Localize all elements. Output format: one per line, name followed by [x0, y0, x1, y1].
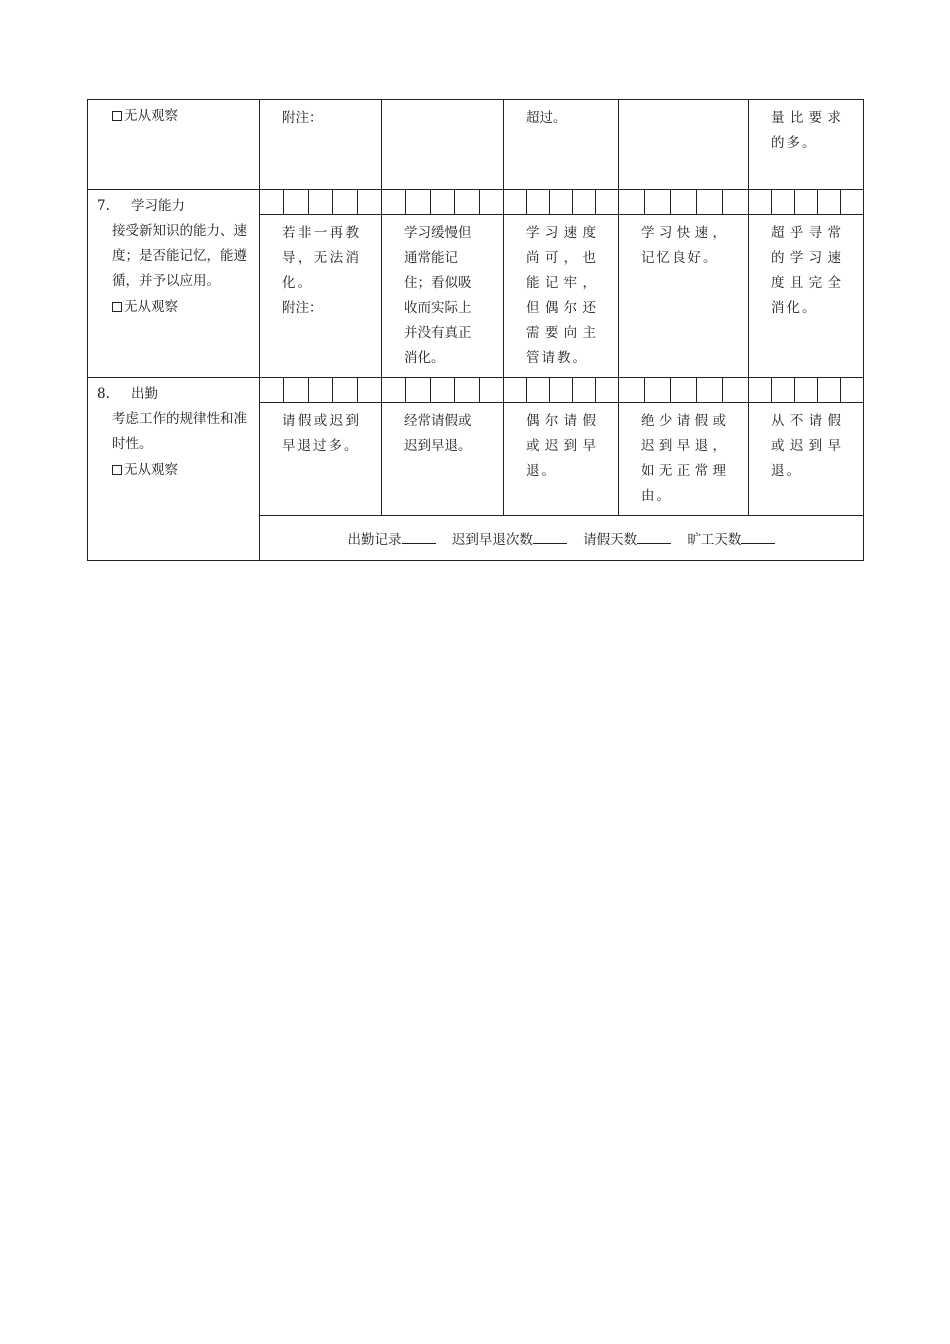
score-box[interactable]: [455, 378, 479, 402]
item7-level4-text: 学习快速，记忆良好。: [641, 225, 728, 266]
late-early-record: [452, 528, 567, 548]
note-label: 附注：: [282, 110, 323, 126]
score-box[interactable]: [749, 190, 772, 214]
item8-level3-score: [504, 378, 619, 403]
no-observe-label: 无从观察: [124, 108, 178, 124]
score-box[interactable]: [358, 378, 381, 402]
item8-level2: [382, 403, 504, 516]
item7-score-row: [88, 190, 864, 215]
attendance-record: [348, 528, 436, 548]
score-box[interactable]: [431, 378, 455, 402]
continued-criterion-cell: [88, 100, 260, 190]
item7-level1-score: [260, 190, 382, 215]
score-box[interactable]: [841, 378, 863, 402]
attendance-record-cell: [260, 516, 864, 561]
item8-level1-text: 请假或迟到早退过多。: [282, 413, 361, 454]
item8-level3: [504, 403, 619, 516]
item7-level3-text: 学习速度尚可，也能记牢，但偶尔还需要向主管请教。: [526, 225, 598, 366]
score-box[interactable]: [550, 378, 573, 402]
level1-cell: [260, 100, 382, 190]
evaluation-table: [87, 99, 864, 561]
item8-score-row: [88, 378, 864, 403]
score-box[interactable]: [671, 378, 697, 402]
score-box[interactable]: [723, 378, 748, 402]
checkbox-icon[interactable]: [112, 302, 122, 312]
checkbox-icon[interactable]: [112, 465, 122, 475]
late-early-blank[interactable]: [533, 529, 567, 544]
score-box[interactable]: [455, 190, 479, 214]
item8-level2-text: 经常请假或迟到早退。: [404, 413, 472, 454]
absent-days-blank[interactable]: [741, 529, 775, 544]
item8-level5-text: 从不请假或迟到早退。: [771, 413, 843, 479]
absent-days-label: 旷工天数: [687, 532, 742, 548]
score-box[interactable]: [697, 190, 723, 214]
score-box[interactable]: [841, 190, 863, 214]
item8-level2-score: [382, 378, 504, 403]
score-box[interactable]: [619, 378, 645, 402]
item7-title-text: 学习能力: [131, 198, 185, 214]
item7-level3: [504, 215, 619, 378]
item7-number: 7.: [97, 198, 110, 214]
item8-title-text: 出勤: [131, 386, 158, 402]
score-box[interactable]: [333, 378, 357, 402]
score-box[interactable]: [573, 378, 596, 402]
item7-level4: [619, 215, 749, 378]
score-box[interactable]: [260, 378, 284, 402]
score-box[interactable]: [772, 378, 795, 402]
score-box[interactable]: [527, 190, 550, 214]
item7-description: 接受新知识的能力、速度；是否能记忆，能遵循，并予以应用。: [112, 223, 247, 289]
score-box[interactable]: [333, 190, 357, 214]
leave-days-blank[interactable]: [637, 529, 671, 544]
no-observe-option[interactable]: [88, 457, 259, 483]
late-early-label: 迟到早退次数: [451, 532, 533, 548]
checkbox-icon[interactable]: [112, 111, 122, 121]
score-box[interactable]: [596, 378, 618, 402]
score-box[interactable]: [772, 190, 795, 214]
score-box[interactable]: [550, 190, 573, 214]
score-box[interactable]: [309, 190, 333, 214]
item8-level5: [749, 403, 864, 516]
attendance-blank[interactable]: [402, 529, 436, 544]
score-box[interactable]: [480, 378, 503, 402]
absent-days-record: [687, 528, 775, 548]
score-box[interactable]: [358, 190, 381, 214]
no-observe-option[interactable]: [88, 294, 259, 320]
score-box[interactable]: [573, 190, 596, 214]
score-box[interactable]: [504, 190, 527, 214]
score-box[interactable]: [309, 378, 333, 402]
score-box[interactable]: [749, 378, 772, 402]
level5-text: 量比要求的多。: [771, 110, 843, 151]
item7-level2-score: [382, 190, 504, 215]
item8-number: 8.: [97, 386, 110, 402]
score-box[interactable]: [284, 378, 308, 402]
continued-row: [88, 100, 864, 190]
item8-description: 考虑工作的规律性和准时性。: [112, 411, 247, 452]
item8-level1: [260, 403, 382, 516]
score-box[interactable]: [795, 378, 818, 402]
score-box[interactable]: [795, 190, 818, 214]
level4-cell: [619, 100, 749, 190]
item7-level4-score: [619, 190, 749, 215]
attendance-label: 出勤记录: [347, 532, 402, 548]
score-box[interactable]: [818, 190, 841, 214]
level3-text: 超过。: [526, 110, 567, 126]
item7-level5-score: [749, 190, 864, 215]
item8-criterion-cell: [88, 378, 260, 561]
no-observe-option[interactable]: [88, 100, 259, 129]
score-box[interactable]: [596, 190, 618, 214]
score-box[interactable]: [671, 190, 697, 214]
item7-note-label: 附注：: [282, 300, 323, 316]
score-box[interactable]: [406, 190, 430, 214]
no-observe-label: 无从观察: [124, 299, 178, 315]
item8-level4-score: [619, 378, 749, 403]
score-box[interactable]: [818, 378, 841, 402]
leave-days-label: 请假天数: [583, 532, 638, 548]
item8-level3-text: 偶尔请假或迟到早退。: [526, 413, 598, 479]
score-box[interactable]: [431, 190, 455, 214]
item7-level5-text: 超乎寻常的学习速度且完全消化。: [771, 225, 843, 316]
item7-title: [88, 190, 259, 215]
item7-level2: [382, 215, 504, 378]
score-box[interactable]: [645, 190, 671, 214]
item8-level5-score: [749, 378, 864, 403]
no-observe-label: 无从观察: [124, 462, 178, 478]
score-box[interactable]: [284, 190, 308, 214]
level5-cell: [749, 100, 864, 190]
score-box[interactable]: [480, 190, 503, 214]
item8-level4-text: 绝少请假或迟到早退，如无正常理由。: [641, 413, 728, 504]
item7-level1-text: 若非一再教导，无法消化。: [282, 225, 361, 291]
score-box[interactable]: [723, 190, 748, 214]
item7-criterion-cell: [88, 190, 260, 378]
item7-level3-score: [504, 190, 619, 215]
leave-days-record: [583, 528, 671, 548]
score-box[interactable]: [697, 378, 723, 402]
item7-level5: [749, 215, 864, 378]
item8-level1-score: [260, 378, 382, 403]
score-box[interactable]: [406, 378, 430, 402]
score-box[interactable]: [645, 378, 671, 402]
score-box[interactable]: [382, 190, 406, 214]
score-box[interactable]: [382, 378, 406, 402]
item8-title: [88, 378, 259, 403]
score-box[interactable]: [527, 378, 550, 402]
score-box[interactable]: [504, 378, 527, 402]
level3-cell: [504, 100, 619, 190]
level2-cell: [382, 100, 504, 190]
score-box[interactable]: [619, 190, 645, 214]
item7-level1: [260, 215, 382, 378]
item7-level2-text: 学习缓慢但通常能记住；看似吸收而实际上并没有真正消化。: [404, 225, 472, 366]
score-box[interactable]: [260, 190, 284, 214]
item8-level4: [619, 403, 749, 516]
